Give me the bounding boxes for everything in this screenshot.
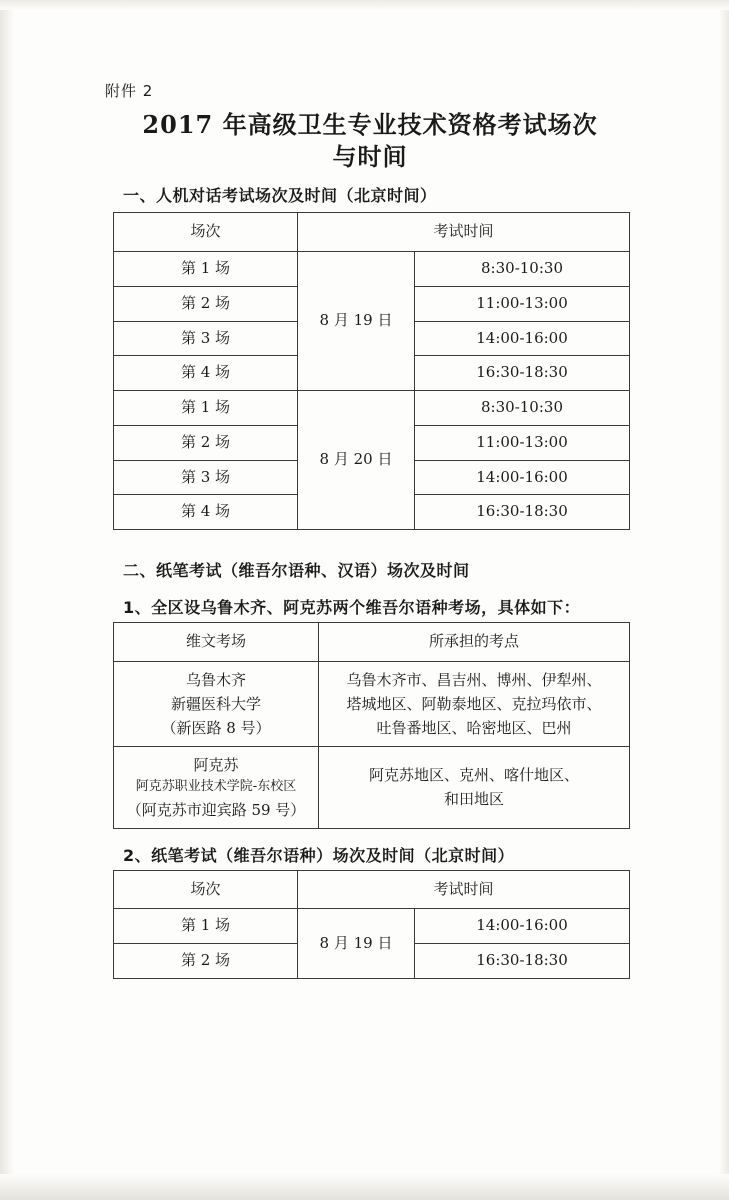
cell-time: 11:00-13:00 [415, 425, 630, 460]
table-row [114, 252, 630, 287]
cell-time: 16:30-18:30 [415, 356, 630, 391]
section-2-heading: 二、纸笔考试（维吾尔语种、汉语）场次及时间 [123, 561, 470, 581]
cell-session: 第 1 场 [114, 391, 298, 426]
column-header-session: 场次 [114, 870, 298, 909]
cell-time: 14:00-16:00 [415, 321, 630, 356]
cell-session: 第 3 场 [114, 460, 298, 495]
column-header-venue: 维文考场 [114, 623, 319, 662]
section-2-sub2-heading: 2、纸笔考试（维吾尔语种）场次及时间（北京时间） [123, 845, 515, 865]
exam-point-line: 和田地区 [443, 790, 504, 809]
column-header-time: 考试时间 [298, 870, 630, 909]
column-header-time: 考试时间 [298, 213, 630, 252]
cell-exam-points [319, 746, 630, 828]
table-row [114, 746, 630, 828]
section-1-heading: 一、人机对话考试场次及时间（北京时间） [123, 186, 437, 206]
page-title [105, 109, 635, 173]
paper-exam-schedule-table [113, 870, 630, 979]
cell-time: 14:00-16:00 [415, 460, 630, 495]
exam-point-line: 乌鲁木齐市、昌吉州、博州、伊犁州、 [346, 670, 602, 689]
cell-time: 14:00-16:00 [415, 909, 630, 944]
table-header-row [114, 213, 630, 252]
venue-line: （阿克苏市迎宾路 59 号） [126, 800, 306, 819]
cell-time: 16:30-18:30 [415, 944, 630, 979]
page-title-line2: 与时间 [332, 142, 408, 172]
page-title-line1: 2017 年高级卫生专业技术资格考试场次 [142, 110, 598, 139]
cell-time: 8:30-10:30 [415, 391, 630, 426]
cell-exam-points [319, 661, 630, 746]
column-header-session: 场次 [114, 213, 298, 252]
cell-session: 第 2 场 [114, 286, 298, 321]
table-row [114, 391, 630, 426]
scan-edge-right [719, 0, 729, 1200]
attachment-label: 附件 2 [105, 82, 154, 100]
cell-venue [114, 661, 319, 746]
exam-point-line: 阿克苏地区、克州、喀什地区、 [368, 766, 579, 785]
cell-venue [114, 746, 319, 828]
cell-session: 第 2 场 [114, 944, 298, 979]
venue-line: 阿克苏 [193, 755, 239, 774]
scan-edge-left [0, 0, 14, 1200]
venue-line: 乌鲁木齐 [185, 670, 246, 689]
table-header-row [114, 623, 630, 662]
scan-edge-bottom [0, 1174, 729, 1200]
venue-assignment-table [113, 622, 630, 829]
cell-session: 第 1 场 [114, 909, 298, 944]
computer-exam-schedule-table [113, 212, 630, 530]
cell-session: 第 3 场 [114, 321, 298, 356]
cell-session: 第 2 场 [114, 425, 298, 460]
venue-line: 新疆医科大学 [170, 694, 261, 713]
cell-date: 8 月 19 日 [298, 252, 415, 391]
cell-session: 第 1 场 [114, 252, 298, 287]
venue-line: （新医路 8 号） [161, 718, 271, 737]
spacer [105, 530, 635, 548]
table-row [114, 909, 630, 944]
document-content [105, 80, 635, 979]
section-2-sub1-heading: 1、全区设乌鲁木齐、阿克苏两个维吾尔语种考场，具体如下： [123, 598, 581, 618]
table-header-row [114, 870, 630, 909]
cell-date: 8 月 20 日 [298, 391, 415, 530]
cell-date: 8 月 19 日 [298, 909, 415, 979]
scan-edge-top [0, 0, 729, 10]
exam-point-line: 吐鲁番地区、哈密地区、巴州 [376, 718, 572, 737]
cell-time: 16:30-18:30 [415, 495, 630, 530]
table-row [114, 661, 630, 746]
exam-point-line: 塔城地区、阿勒泰地区、克拉玛依市、 [346, 694, 602, 713]
column-header-exam-points: 所承担的考点 [319, 623, 630, 662]
cell-time: 11:00-13:00 [415, 286, 630, 321]
cell-session: 第 4 场 [114, 356, 298, 391]
venue-line: 阿克苏职业技术学院-东校区 [135, 778, 297, 794]
cell-session: 第 4 场 [114, 495, 298, 530]
cell-time: 8:30-10:30 [415, 252, 630, 287]
